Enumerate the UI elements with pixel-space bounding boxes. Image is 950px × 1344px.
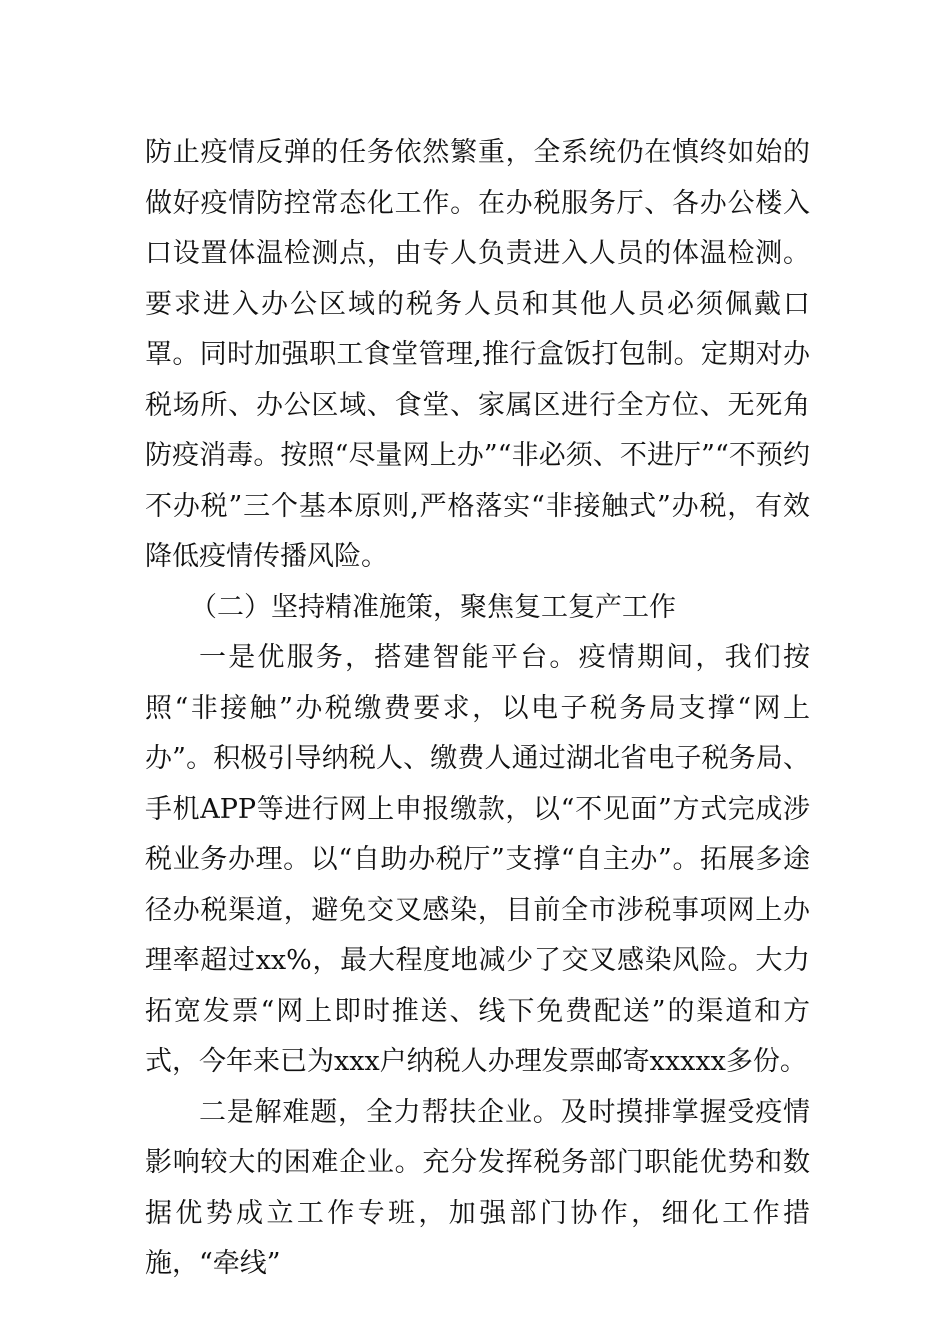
section-heading: （二）坚持精准施策，聚焦复工复产工作	[190, 591, 676, 623]
paragraph-optimize-service: 一是优服务，搭建智能平台。疫情期间，我们按照“非接触”办税缴费要求，以电子税务局支撑“网上办”。积极引导纳税人、缴费人通过湖北省电子税务局、手机APP等进行网上申报缴款，以“不见面”方式完成涉税业务办理。以“自助办税厅”支撑“自主办”。拓展多途径办税渠道，避免交叉感染，目前全市涉税事项网上办理率超过xx%，最大程度地减少了交叉感染风险。大力拓宽发票“网上即时推送、线下免费配送”的渠道和方式，今年来已为xxx户纳税人办理发票邮寄xxxxx多份。	[145, 642, 810, 1077]
paragraph-solve-difficulties: 二是解难题，全力帮扶企业。及时摸排掌握受疫情影响较大的困难企业。充分发挥税务部门职能优势和数据优势成立工作专班，加强部门协作，细化工作措施，“牵线”	[145, 1096, 810, 1279]
document-body	[145, 128, 810, 1290]
paragraph-epidemic-control: 防止疫情反弹的任务依然繁重，全系统仍在慎终如始的做好疫情防控常态化工作。在办税服务厅、各办公楼入口设置体温检测点，由专人负责进入人员的体温检测。要求进入办公区域的税务人员和其他人员必须佩戴口罩。同时加强职工食堂管理,推行盒饭打包制。定期对办税场所、办公区域、食堂、家属区进行全方位、无死角防疫消毒。按照“尽量网上办”“非必须、不进厅”“不预约不办税”三个基本原则,严格落实“非接触式”办税，有效降低疫情传播风险。	[145, 137, 810, 572]
